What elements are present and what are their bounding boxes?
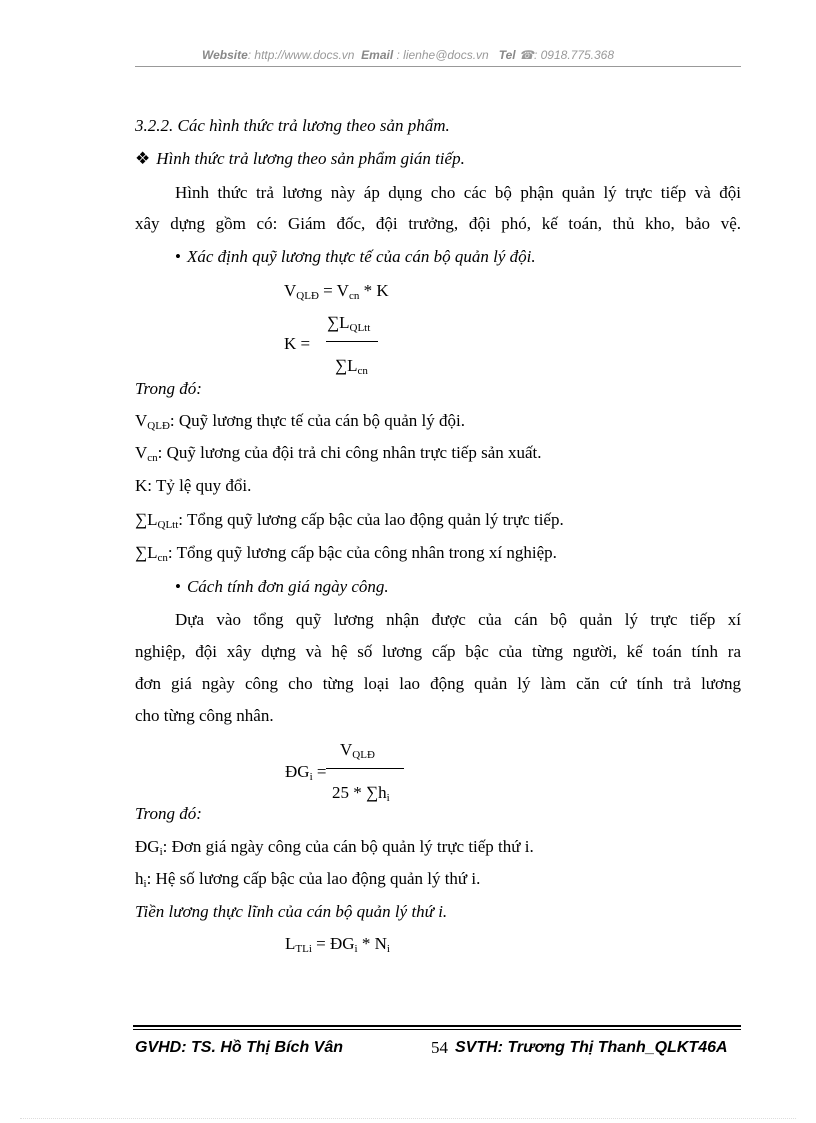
bullet-icon: • (175, 247, 181, 266)
header-divider (135, 66, 741, 67)
def-text: : Hệ số lương cấp bậc của lao động quản lý thứ i. (146, 869, 481, 888)
def-sub: i (143, 878, 147, 890)
formula-v: V (340, 740, 353, 759)
sigma-l: ∑L (335, 356, 358, 375)
def-symbol: h (135, 869, 144, 888)
formula-vqld (284, 281, 389, 301)
formula-sub-tli: TLi (295, 943, 312, 955)
formula-dg-numerator (340, 740, 375, 760)
def-sub: cn (157, 552, 168, 564)
formula-den: 25 * ∑h (332, 783, 387, 802)
definition-sum-lqltt (135, 510, 564, 530)
footer-advisor: GVHD: TS. Hồ Thị Bích Vân (135, 1039, 344, 1056)
definition-sum-lcn (135, 543, 557, 563)
sub-qltt: QLtt (349, 322, 371, 334)
bullet-item-1 (175, 247, 536, 267)
page-number: 54 (431, 1038, 448, 1057)
bullet-2-text: Cách tính đơn giá ngày công. (186, 577, 389, 596)
definition-vqld (135, 411, 465, 431)
definition-k: K: Tỷ lệ quy đổi. (135, 476, 252, 495)
formula-l: L (285, 934, 296, 953)
formula-dg-lhs (285, 762, 326, 782)
footer-student: SVTH: Trương Thị Thanh_QLKT46A (455, 1039, 728, 1056)
def-sub: i (159, 846, 163, 858)
bullet-icon: • (175, 577, 181, 596)
subsection-text: Hình thức trả lương theo sản phẩm gián tiếp. (156, 149, 465, 168)
formula-sub-qld: QLĐ (352, 749, 375, 761)
def-symbol: V (135, 443, 148, 462)
formula-times-k: * K (359, 281, 389, 300)
fraction-line (326, 768, 404, 769)
sub-cn: cn (357, 365, 368, 377)
footer-divider (133, 1025, 741, 1027)
fraction-line (326, 341, 378, 342)
page-header (0, 48, 816, 62)
email-value: : lienhe@docs.vn (396, 48, 489, 62)
para2-line1: Dựa vào tổng quỹ lương nhận được của cán bộ quản lý trực tiếp xí (175, 610, 741, 629)
formula-sub-i: i (386, 943, 390, 955)
formula-ltli (285, 934, 390, 954)
section-title: 3.2.2. Các hình thức trả lương theo sản phẩm. (135, 116, 450, 135)
definition-vcn (135, 443, 542, 463)
website-label: Website (201, 48, 248, 62)
def-text: : Tổng quỹ lương cấp bậc của lao động quản lý trực tiếp. (178, 510, 564, 529)
formula-times-n: * N (357, 934, 387, 953)
tien-luong-heading: Tiền lương thực lĩnh của cán bộ quản lý thứ i. (135, 902, 448, 921)
footer-divider-thin (133, 1029, 741, 1030)
para2-line2: nghiệp, đội xây dựng và hệ số lương cấp bậc của từng người, kế toán tính ra (135, 642, 741, 661)
bullet-item-2 (175, 577, 389, 597)
formula-sub-i: i (386, 792, 390, 804)
formula-v: V (284, 281, 297, 300)
para2-line3: đơn giá ngày công cho từng loại lao động quản lý làm căn cứ tính trả lương (135, 674, 741, 693)
formula-k-numerator (327, 313, 370, 333)
formula-sub-qld: QLĐ (296, 290, 319, 302)
formula-sub-i: i (354, 943, 358, 955)
formula-dg: ĐG (285, 762, 310, 781)
def-sub: cn (147, 452, 158, 464)
def-symbol: ∑L (135, 543, 158, 562)
website-value: : http://www.docs.vn (247, 48, 355, 62)
formula-sub-cn: cn (348, 290, 360, 302)
trong-do-label-1: Trong đó: (135, 379, 202, 398)
formula-dg-denominator (332, 783, 390, 803)
page-bottom-border (20, 1118, 796, 1119)
def-symbol: V (135, 411, 148, 430)
tel-value: : 0918.775.368 (533, 48, 615, 62)
formula-k-denominator (335, 356, 368, 376)
trong-do-label-2: Trong đó: (135, 804, 202, 823)
formula-eq: = (312, 762, 327, 781)
bullet-1-text: Xác định quỹ lương thực tế của cán bộ quản lý đội. (186, 247, 536, 266)
def-text: : Quỹ lương thực tế của cán bộ quản lý đội. (169, 411, 465, 430)
formula-k-lhs: K = (284, 334, 311, 353)
formula-sub-i: i (309, 771, 313, 783)
definition-dgi (135, 837, 534, 857)
para2-line4: cho từng công nhân. (135, 706, 274, 725)
def-text: : Quỹ lương của đội trả chi công nhân trực tiếp sản xuất. (157, 443, 542, 462)
para1-line2: xây dựng gồm có: Giám đốc, đội trưởng, đội phó, kế toán, thủ kho, bảo vệ. (135, 214, 741, 233)
def-sub: QLtt (157, 519, 179, 531)
subsection-heading (135, 149, 465, 169)
def-text: : Tổng quỹ lương cấp bậc của công nhân trong xí nghiệp. (167, 543, 557, 562)
sigma-l: ∑L (327, 313, 350, 332)
def-text: : Đơn giá ngày công của cán bộ quản lý trực tiếp thứ i. (162, 837, 534, 856)
formula-eq: = ĐG (311, 934, 355, 953)
definition-hi (135, 869, 480, 889)
formula-eq: = V (318, 281, 349, 300)
email-label: Email (361, 48, 394, 62)
def-symbol: ∑L (135, 510, 158, 529)
diamond-bullet-icon: ❖ (135, 149, 151, 168)
para1-line1: Hình thức trả lương này áp dụng cho các bộ phận quản lý trực tiếp và đội (175, 183, 741, 202)
phone-icon: ☎ (519, 48, 534, 62)
tel-label: Tel (498, 48, 516, 62)
def-sub: QLĐ (147, 420, 170, 432)
def-symbol: ĐG (135, 837, 160, 856)
